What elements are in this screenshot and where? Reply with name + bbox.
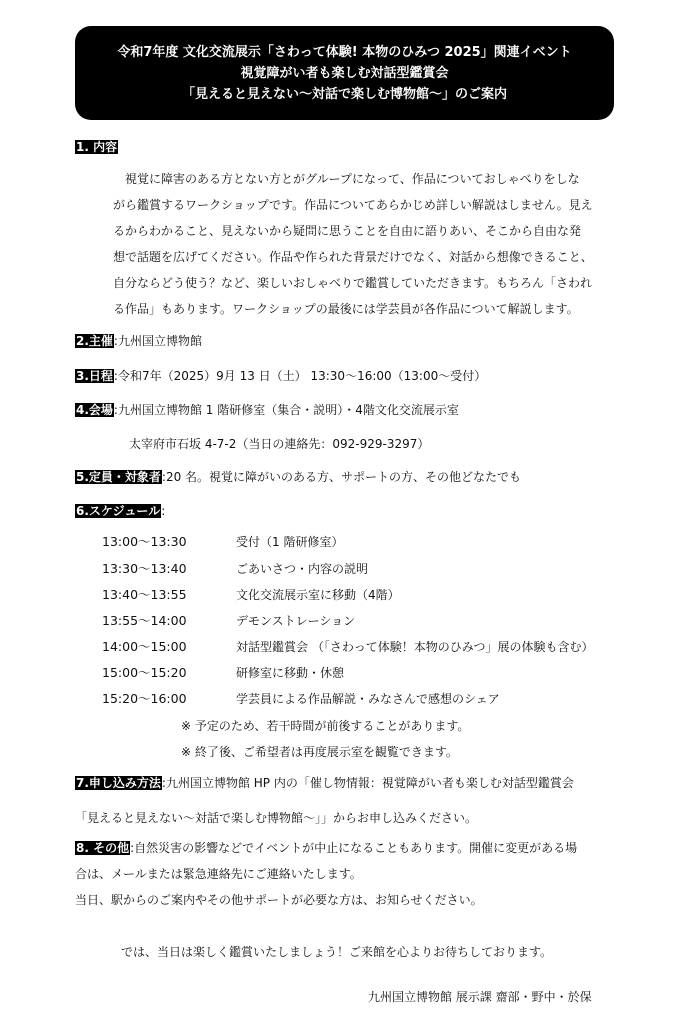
section-7-text: :九州国立博物館 HP 内の「催し物情報：視覚障がい者も楽しむ対話型鑑賞会 — [161, 776, 574, 790]
section-8-text: :自然災害の影響などでイベントが中止になることもあります。開催に変更がある場 — [130, 841, 578, 855]
section-2-text: :九州国立博物館 — [113, 334, 202, 348]
section-3-text: :令和7年（2025）9月 13 日（土） 13:30～16:00（13:00～受付） — [113, 369, 487, 383]
section-1-label: 1. 内容 — [76, 140, 118, 154]
section-2-label: 2.主催 — [76, 334, 113, 348]
schedule-note-1: ※ 予定のため、若干時間が前後することがあります。 — [181, 719, 470, 733]
schedule-time: 13:40～13:55 — [102, 587, 187, 602]
section-4 — [75, 402, 459, 418]
section-7 — [75, 775, 574, 791]
section-5-label: 5.定員・対象者 — [76, 470, 161, 484]
section-2 — [75, 333, 202, 349]
schedule-desc: 受付（1 階研修室） — [236, 535, 344, 549]
schedule-desc: ごあいさつ・内容の説明 — [236, 562, 369, 576]
section-1-line-6: る作品」もあります。ワークショップの最後には学芸員が各作品について解説します。 — [113, 302, 579, 316]
section-1-line-2: がら鑑賞するワークショップです。作品についてあらかじめ詳しい解説はしません。見え — [113, 198, 593, 212]
section-1-line-5: 自分ならどう使う？など、楽しいおしゃべりで鑑賞していただきます。もちろん「さわれ — [113, 276, 593, 290]
schedule-desc: 対話型鑑賞会 （「さわって体験！本物のひみつ」展の体験も含む） — [236, 640, 594, 654]
section-1-heading — [75, 139, 118, 155]
schedule-time: 14:00～15:00 — [102, 639, 187, 654]
schedule-time: 13:55～14:00 — [102, 613, 187, 628]
schedule-desc: 研修室に移動・休憩 — [236, 666, 345, 680]
closing-message: では、当日は楽しく鑑賞いたしましょう！ご来館を心よりお待ちしております。 — [121, 945, 553, 959]
section-4-address: 太宰府市石坂 4-7-2（当日の連絡先：092-929-3297） — [129, 437, 430, 451]
section-1-line-1: 視覚に障害のある方とない方とがグループになって、作品についておしゃべりをしな — [125, 172, 580, 186]
schedule-note-2: ※ 終了後、ご希望者は再度展示室を観覧できます。 — [181, 745, 458, 759]
section-8-line-3: 当日、駅からのご案内やその他サポートが必要な方は、お知らせください。 — [75, 893, 483, 907]
section-5 — [75, 469, 521, 485]
schedule-time: 13:00～13:30 — [102, 534, 187, 549]
schedule-time: 15:20～16:00 — [102, 691, 187, 706]
schedule-desc: 文化交流展示室に移動（4階） — [236, 588, 400, 602]
section-7-label: 7.申し込み方法 — [76, 776, 161, 790]
schedule-desc: 学芸員による作品解説・みなさんで感想のシェア — [236, 692, 500, 706]
section-3-label: 3.日程 — [76, 369, 113, 383]
section-7-line-2: 「見えると見えない～対話で楽しむ博物館～」」からお申し込みください。 — [75, 811, 478, 825]
section-8 — [75, 840, 577, 856]
section-8-line-2: 合は、メールまたは緊急連絡先にご連絡いたします。 — [75, 867, 362, 881]
section-6-colon: : — [161, 504, 166, 518]
banner-line-3: 「見えると見えない～対話で楽しむ博物館～」のご案内 — [181, 86, 507, 102]
section-3 — [75, 368, 486, 384]
banner-line-2: 視覚障がい者も楽しむ対話型鑑賞会 — [240, 65, 449, 81]
schedule-time: 13:30～13:40 — [102, 561, 187, 576]
title-banner — [75, 26, 614, 120]
banner-line-1: 令和7年度 文化交流展示「さわって体験! 本物のひみつ 2025」関連イベント — [117, 44, 572, 60]
signature: 九州国立博物館 展示課 齋部・野中・於保 — [368, 990, 592, 1004]
schedule-time: 15:00～15:20 — [102, 665, 187, 680]
section-5-text: :20 名。視覚に障がいのある方、サポートの方、その他どなたでも — [161, 470, 522, 484]
section-8-label: 8. その他 — [76, 841, 130, 855]
section-1-line-3: るからわかること、見えないから疑問に思うことを自由に語りあい、そこから自由な発 — [113, 224, 582, 238]
section-6-label: 6.スケジュール — [76, 504, 161, 518]
schedule-desc: デモンストレーション — [236, 614, 356, 628]
section-1-line-4: 想で話題を広げてください。作品や作られた背景だけでなく、対話から想像できること、 — [113, 250, 593, 264]
section-6-heading — [75, 503, 165, 519]
section-4-text: :九州国立博物館 1 階研修室（集合・説明）・4階文化交流展示室 — [113, 403, 459, 417]
section-4-label: 4.会場 — [76, 403, 113, 417]
